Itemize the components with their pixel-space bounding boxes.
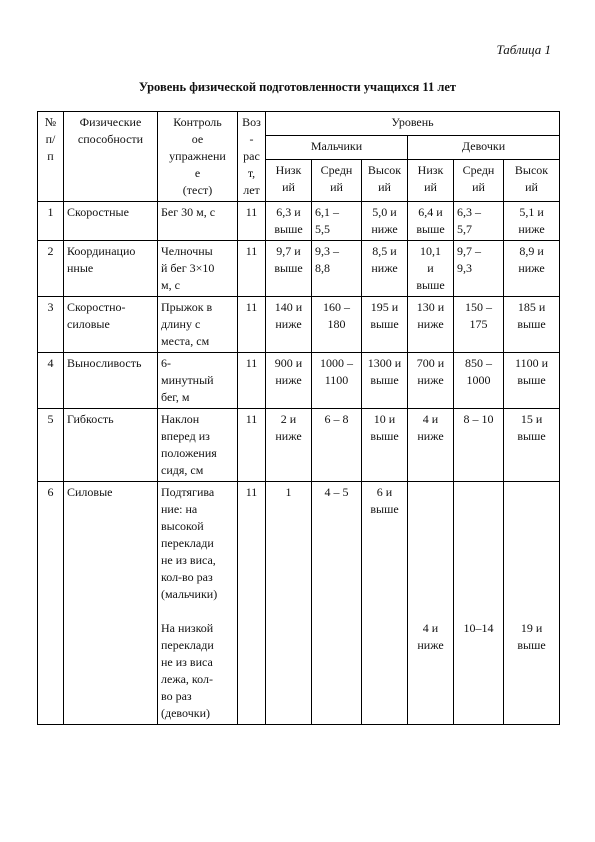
- cell-boys-low: 2 и ниже: [266, 409, 312, 482]
- exercise-boys: Подтягива ние: на высокой переклади не из виса, кол-во раз (мальчики): [161, 485, 218, 601]
- cell-ability: Гибкость: [64, 409, 158, 482]
- table-label: Таблица 1: [496, 42, 551, 57]
- header-boys-low: Низк ий: [266, 159, 312, 201]
- cell-boys-high: 8,5 и ниже: [362, 241, 408, 297]
- header-row-1: [38, 112, 560, 136]
- cell-boys-mid: 6,1 – 5,5: [312, 202, 362, 241]
- cell-girls-high: 8,9 и ниже: [504, 241, 560, 297]
- girls-low-value: 4 и ниже: [417, 621, 444, 652]
- table-row: [38, 297, 560, 353]
- table-row: [38, 409, 560, 482]
- header-girls-mid: Средн ий: [454, 159, 504, 201]
- cell-boys-low: 1: [266, 482, 312, 725]
- table-row: [38, 353, 560, 409]
- cell-boys-low: 900 и ниже: [266, 353, 312, 409]
- cell-age: 11: [238, 241, 266, 297]
- cell-boys-mid: 9,3 – 8,8: [312, 241, 362, 297]
- cell-boys-mid: 6 – 8: [312, 409, 362, 482]
- header-ability: Физические способности: [64, 112, 158, 202]
- header-boys: Мальчики: [266, 135, 408, 159]
- cell-exercise: Бег 30 м, с: [158, 202, 238, 241]
- header-girls-high: Высок ий: [504, 159, 560, 201]
- cell-girls-mid: 9,7 – 9,3: [454, 241, 504, 297]
- header-boys-mid: Средн ий: [312, 159, 362, 201]
- table-row: [38, 241, 560, 297]
- cell-exercise: [158, 482, 238, 725]
- cell-girls-mid: 6,3 – 5,7: [454, 202, 504, 241]
- header-boys-high: Высок ий: [362, 159, 408, 201]
- cell-girls-mid: 850 – 1000: [454, 353, 504, 409]
- cell-boys-low: 6,3 и выше: [266, 202, 312, 241]
- cell-girls-low: 6,4 и выше: [408, 202, 454, 241]
- cell-boys-low: 9,7 и выше: [266, 241, 312, 297]
- cell-num: 1: [38, 202, 64, 241]
- cell-girls-low: 10,1 и выше: [408, 241, 454, 297]
- cell-girls-high: 1100 и выше: [504, 353, 560, 409]
- cell-age: 11: [238, 353, 266, 409]
- header-level: Уровень: [266, 112, 560, 136]
- cell-exercise: Прыжок в длину с места, см: [158, 297, 238, 353]
- cell-girls-high: [504, 482, 560, 725]
- header-girls: Девочки: [408, 135, 560, 159]
- header-girls-low: Низк ий: [408, 159, 454, 201]
- header-exercise: Контроль ое упражнени е (тест): [158, 112, 238, 202]
- cell-girls-high: 15 и выше: [504, 409, 560, 482]
- cell-girls-low: 130 и ниже: [408, 297, 454, 353]
- cell-boys-high: 10 и выше: [362, 409, 408, 482]
- table-row: [38, 482, 560, 725]
- header-num: № п/ п: [38, 112, 64, 202]
- cell-num: 2: [38, 241, 64, 297]
- cell-num: 3: [38, 297, 64, 353]
- cell-boys-high: 195 и выше: [362, 297, 408, 353]
- cell-ability: Скоростно- силовые: [64, 297, 158, 353]
- cell-ability: Координацио нные: [64, 241, 158, 297]
- cell-ability: Силовые: [64, 482, 158, 725]
- cell-boys-low: 140 и ниже: [266, 297, 312, 353]
- cell-age: 11: [238, 482, 266, 725]
- cell-boys-mid: 4 – 5: [312, 482, 362, 725]
- cell-age: 11: [238, 297, 266, 353]
- cell-girls-low: 700 и ниже: [408, 353, 454, 409]
- cell-ability: Выносливость: [64, 353, 158, 409]
- cell-girls-high: 185 и выше: [504, 297, 560, 353]
- cell-boys-high: 5,0 и ниже: [362, 202, 408, 241]
- page-title: Уровень физической подготовленности учащихся 11 лет: [138, 80, 457, 94]
- cell-girls-high: 5,1 и ниже: [504, 202, 560, 241]
- cell-ability: Скоростные: [64, 202, 158, 241]
- cell-age: 11: [238, 409, 266, 482]
- cell-girls-mid: 150 – 175: [454, 297, 504, 353]
- cell-num: 6: [38, 482, 64, 725]
- exercise-girls: На низкой переклади не из виса лежа, кол- во раз (девочки): [161, 621, 214, 720]
- cell-girls-mid: [454, 482, 504, 725]
- cell-boys-mid: 160 – 180: [312, 297, 362, 353]
- cell-girls-low: 4 и ниже: [408, 409, 454, 482]
- header-age: Воз - рас т, лет: [238, 112, 266, 202]
- fitness-table: [37, 111, 560, 725]
- girls-mid-value: 10–14: [463, 621, 494, 635]
- cell-num: 5: [38, 409, 64, 482]
- cell-boys-high: 6 и выше: [362, 482, 408, 725]
- cell-exercise: Челночны й бег 3×10 м, с: [158, 241, 238, 297]
- table-row: [38, 202, 560, 241]
- cell-age: 11: [238, 202, 266, 241]
- girls-high-value: 19 и выше: [517, 621, 546, 652]
- cell-girls-mid: 8 – 10: [454, 409, 504, 482]
- cell-boys-mid: 1000 – 1100: [312, 353, 362, 409]
- cell-num: 4: [38, 353, 64, 409]
- cell-exercise: 6- минутный бег, м: [158, 353, 238, 409]
- cell-exercise: Наклон вперед из положения сидя, см: [158, 409, 238, 482]
- cell-boys-high: 1300 и выше: [362, 353, 408, 409]
- cell-girls-low: [408, 482, 454, 725]
